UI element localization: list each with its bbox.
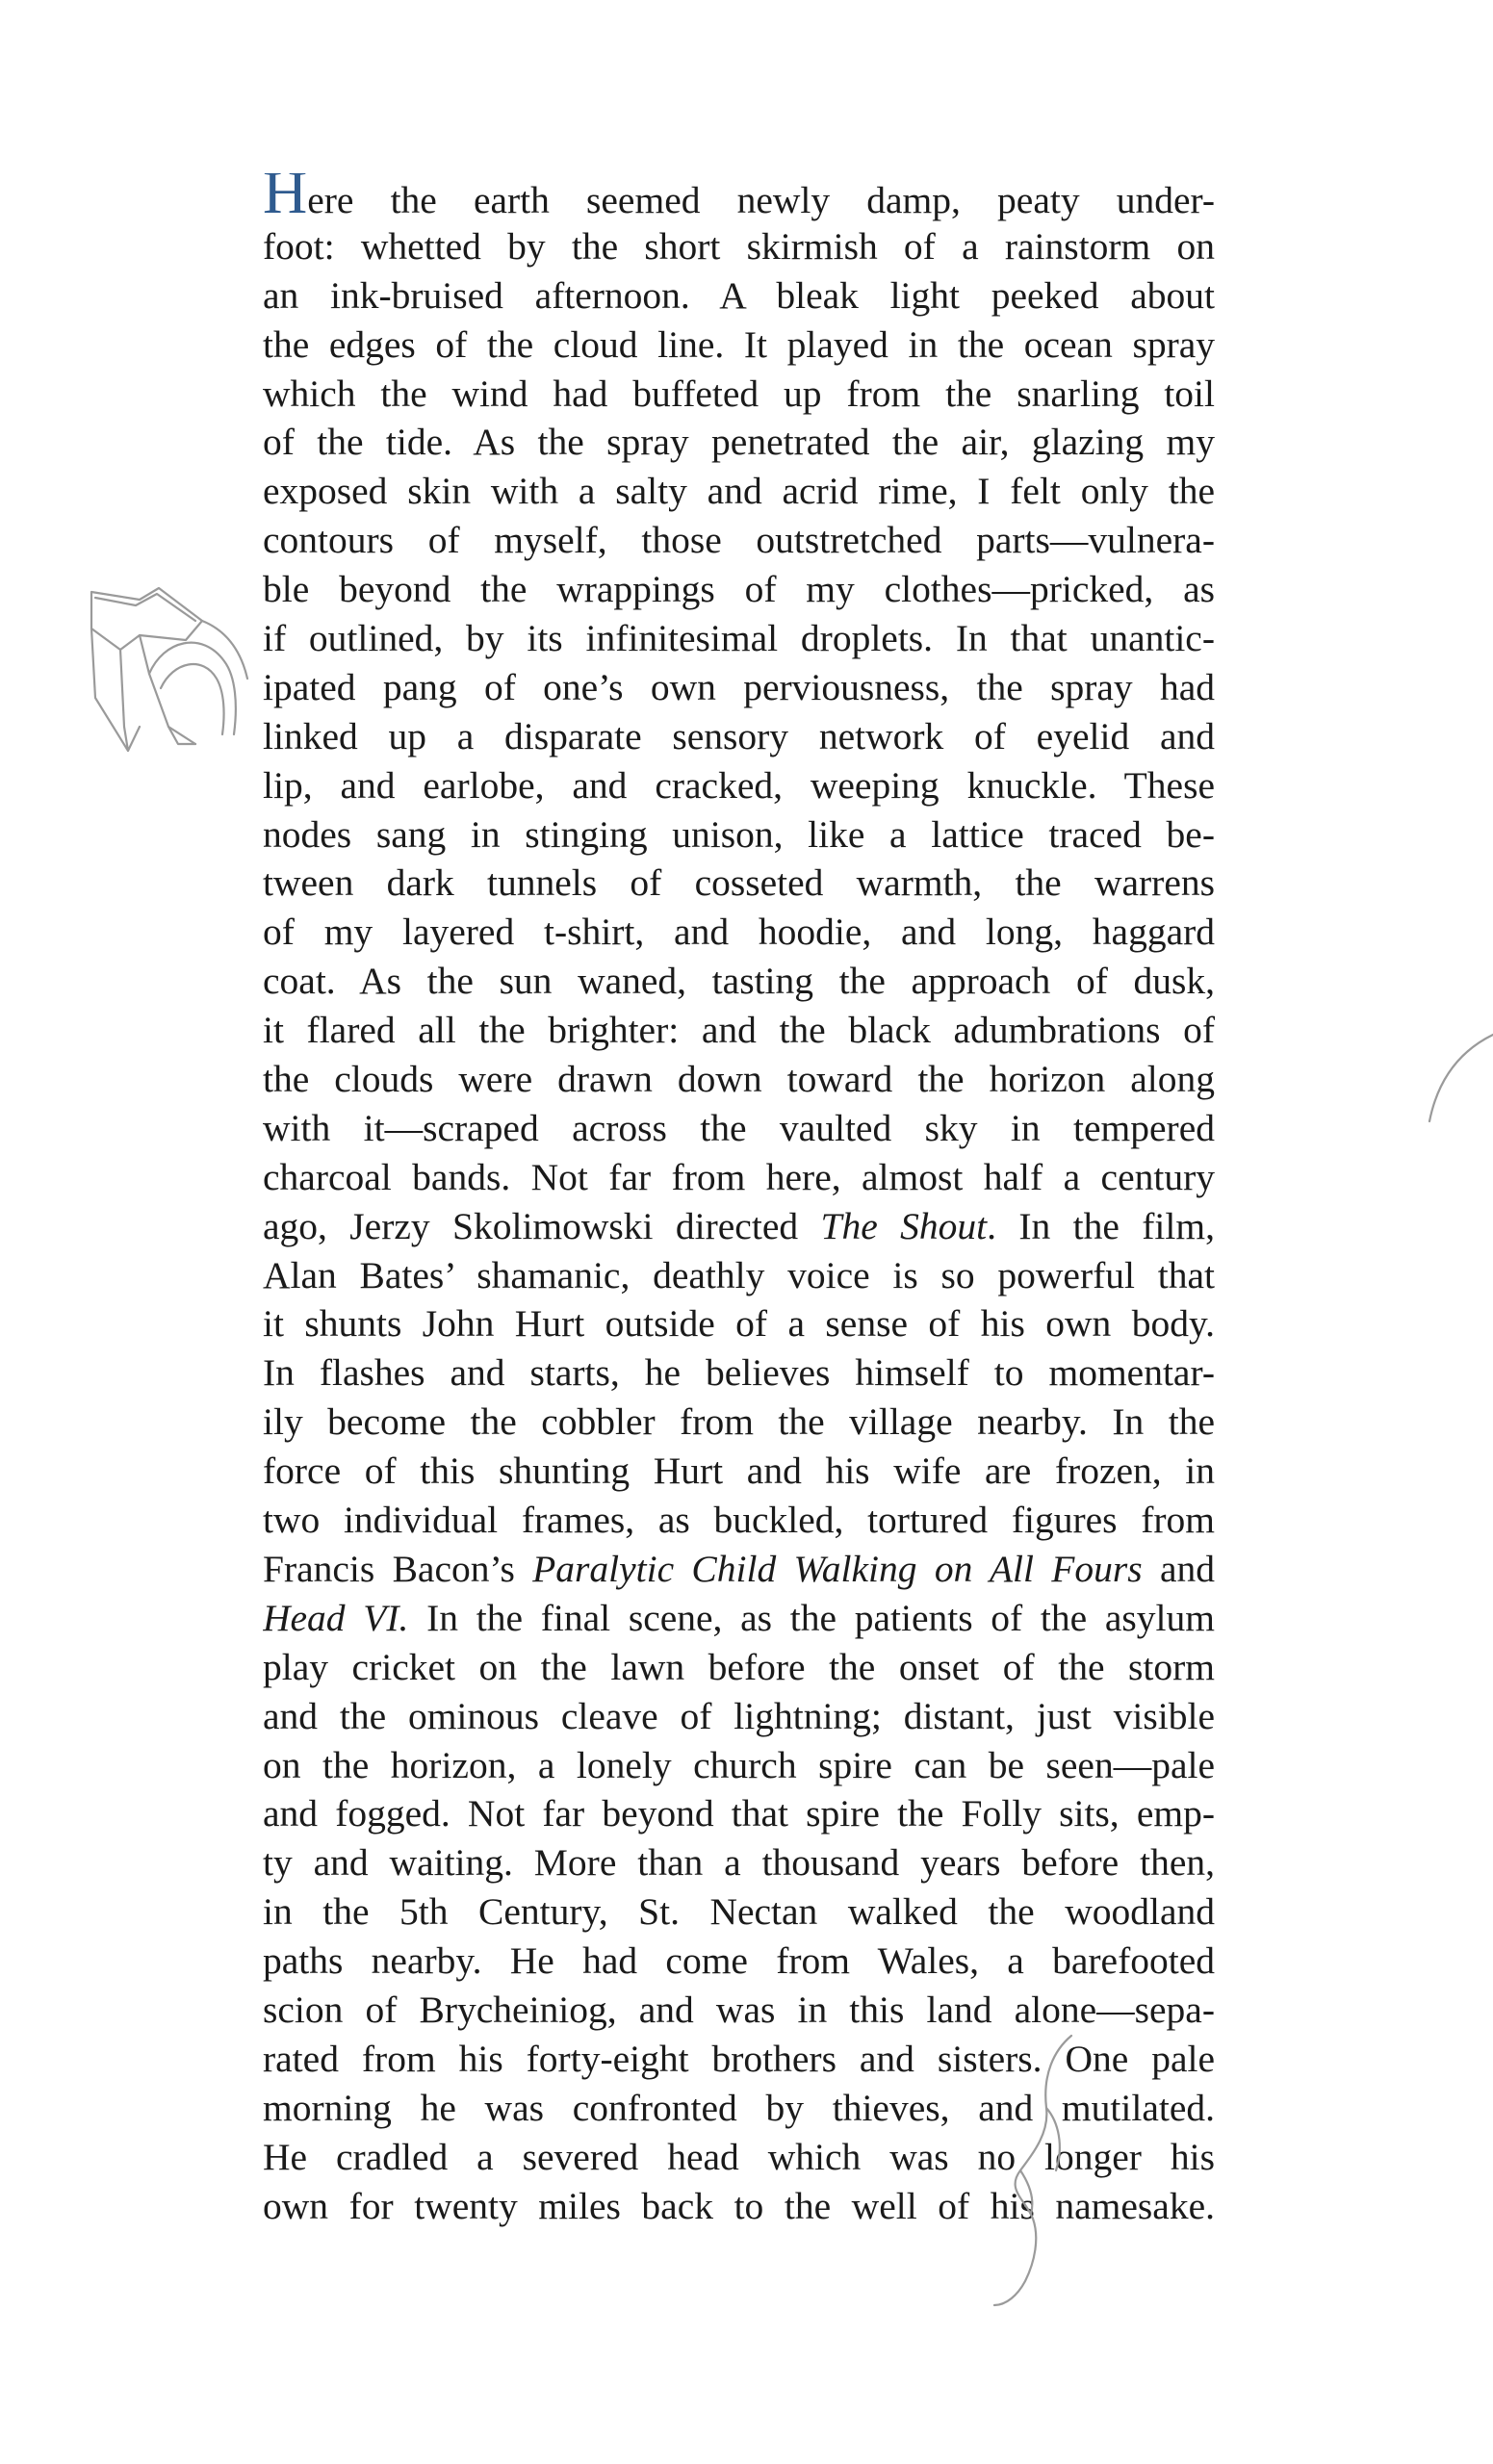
text-segment: of the tide. As the spray penetrated the air, glazing my: [263, 421, 1215, 464]
text-segment: foot: whetted by the short skirmish of a rainstorm on: [263, 224, 1215, 268]
text-segment: play cricket on the lawn before the onset of the storm: [263, 1645, 1215, 1688]
text-segment: and: [1142, 1547, 1215, 1590]
text-segment: ily become the cobbler from the village nearby. In the: [263, 1400, 1215, 1444]
text-line: [263, 1006, 1215, 1055]
text-line: [263, 1447, 1215, 1496]
text-line: [263, 1643, 1215, 1692]
text-segment: paths nearby. He had come from Wales, a barefooted: [263, 1939, 1215, 1983]
text-line: [263, 1299, 1215, 1348]
text-segment: an ink-bruised afternoon. A bleak light peeked about: [263, 273, 1215, 317]
text-line: [263, 1496, 1215, 1545]
text-segment: ago, Jerzy Skolimowski directed: [263, 1204, 821, 1247]
folded-paper-sketch-icon: [82, 582, 260, 756]
text-segment: In the final scene, as the patients of the asylum: [408, 1596, 1215, 1639]
text-line: [263, 1055, 1215, 1104]
text-segment: if outlined, by its infinitesimal droplets. In that unantic-: [263, 617, 1215, 660]
text-segment: ere the earth seemed newly damp, peaty under-: [307, 179, 1215, 221]
text-segment: In flashes and starts, he believes himself to momentar-: [263, 1351, 1215, 1395]
drop-cap: H: [263, 173, 308, 222]
italic-title: The Shout: [820, 1204, 988, 1247]
text-line: [263, 1545, 1215, 1594]
text-segment: own for twenty miles back to the well of his namesake.: [263, 2184, 1215, 2227]
text-line: [263, 1838, 1215, 1887]
text-line: [263, 321, 1215, 370]
text-line: [263, 1348, 1215, 1398]
text-line: [263, 859, 1215, 908]
text-line: [263, 712, 1215, 761]
text-line: [263, 418, 1215, 467]
text-segment: force of this shunting Hurt and his wife are frozen, in: [263, 1450, 1215, 1493]
text-line: [263, 1789, 1215, 1838]
text-segment: linked up a disparate sensory network of eyelid and: [263, 714, 1215, 757]
text-line: [263, 467, 1215, 516]
text-line: [263, 1887, 1215, 1937]
text-segment: He cradled a severed head which was no longer his: [263, 2135, 1215, 2178]
text-line: [263, 1594, 1215, 1643]
text-segment: charcoal bands. Not far from here, almost half a century: [263, 1155, 1215, 1198]
text-segment: and the ominous cleave of lightning; distant, just visible: [263, 1694, 1215, 1737]
text-segment: exposed skin with a salty and acrid rime, I felt only the: [263, 470, 1215, 513]
text-line: [263, 1251, 1215, 1300]
text-segment: tween dark tunnels of cosseted warmth, the warrens: [263, 861, 1215, 905]
text-segment: coat. As the sun waned, tasting the approach of dusk,: [263, 960, 1215, 1003]
text-line: [263, 173, 1215, 222]
text-line: [263, 565, 1215, 614]
text-line: [263, 370, 1215, 419]
text-segment: on the horizon, a lonely church spire can be seen—pale: [263, 1743, 1215, 1786]
text-line: [263, 810, 1215, 860]
text-segment: Francis Bacon’s: [263, 1547, 533, 1590]
text-line: [263, 1153, 1215, 1202]
text-segment: the edges of the cloud line. It played in the ocean spray: [263, 322, 1215, 366]
text-segment: Alan Bates’ shamanic, deathly voice is so powerful that: [263, 1253, 1215, 1296]
pen-squiggle-icon: [967, 2016, 1112, 2315]
curved-line-sketch-icon: [1425, 1020, 1493, 1126]
text-segment: with it—scraped across the vaulted sky in tempered: [263, 1106, 1215, 1149]
text-segment: the clouds were drawn down toward the horizon along: [263, 1058, 1215, 1101]
text-segment: two individual frames, as buckled, tortured figures from: [263, 1499, 1215, 1542]
text-line: [263, 663, 1215, 712]
text-line: [263, 1104, 1215, 1153]
text-segment: lip, and earlobe, and cracked, weeping knuckle. These: [263, 763, 1215, 807]
text-line: [263, 1937, 1215, 1986]
text-segment: morning he was confronted by thieves, and mutilated.: [263, 2086, 1215, 2129]
text-segment: . In the film,: [987, 1204, 1215, 1247]
text-line: [263, 1692, 1215, 1741]
text-line: [263, 1202, 1215, 1251]
article-body: [263, 173, 1215, 2230]
text-line: [263, 957, 1215, 1006]
text-line: [263, 1398, 1215, 1447]
text-segment: of my layered t-shirt, and hoodie, and long, haggard: [263, 911, 1215, 954]
text-segment: contours of myself, those outstretched parts—vulnera-: [263, 519, 1215, 562]
text-segment: in the 5th Century, St. Nectan walked the woodland: [263, 1890, 1215, 1934]
text-line: [263, 761, 1215, 810]
text-segment: nodes sang in stinging unison, like a lattice traced be-: [263, 812, 1215, 856]
text-segment: which the wind had buffeted up from the snarling toil: [263, 372, 1215, 415]
text-segment: it flared all the brighter: and the black adumbrations of: [263, 1009, 1215, 1052]
text-segment: rated from his forty-eight brothers and sisters. One pale: [263, 2037, 1215, 2080]
text-segment: scion of Brycheiniog, and was in this land alone—sepa-: [263, 1988, 1215, 2031]
text-line: [263, 614, 1215, 663]
italic-title: Paralytic Child Walking on All Fours: [532, 1547, 1143, 1590]
text-segment: ty and waiting. More than a thousand years before then,: [263, 1841, 1215, 1885]
text-line: [263, 908, 1215, 957]
text-line: [263, 1741, 1215, 1790]
text-line: [263, 516, 1215, 565]
text-segment: it shunts John Hurt outside of a sense of his own body.: [263, 1302, 1215, 1346]
text-line: [263, 222, 1215, 271]
italic-title: Head VI.: [263, 1596, 409, 1639]
text-segment: ble beyond the wrappings of my clothes—pricked, as: [263, 568, 1215, 611]
text-segment: and fogged. Not far beyond that spire the Folly sits, emp-: [263, 1792, 1215, 1835]
text-line: [263, 271, 1215, 321]
text-segment: ipated pang of one’s own perviousness, the spray had: [263, 665, 1215, 708]
